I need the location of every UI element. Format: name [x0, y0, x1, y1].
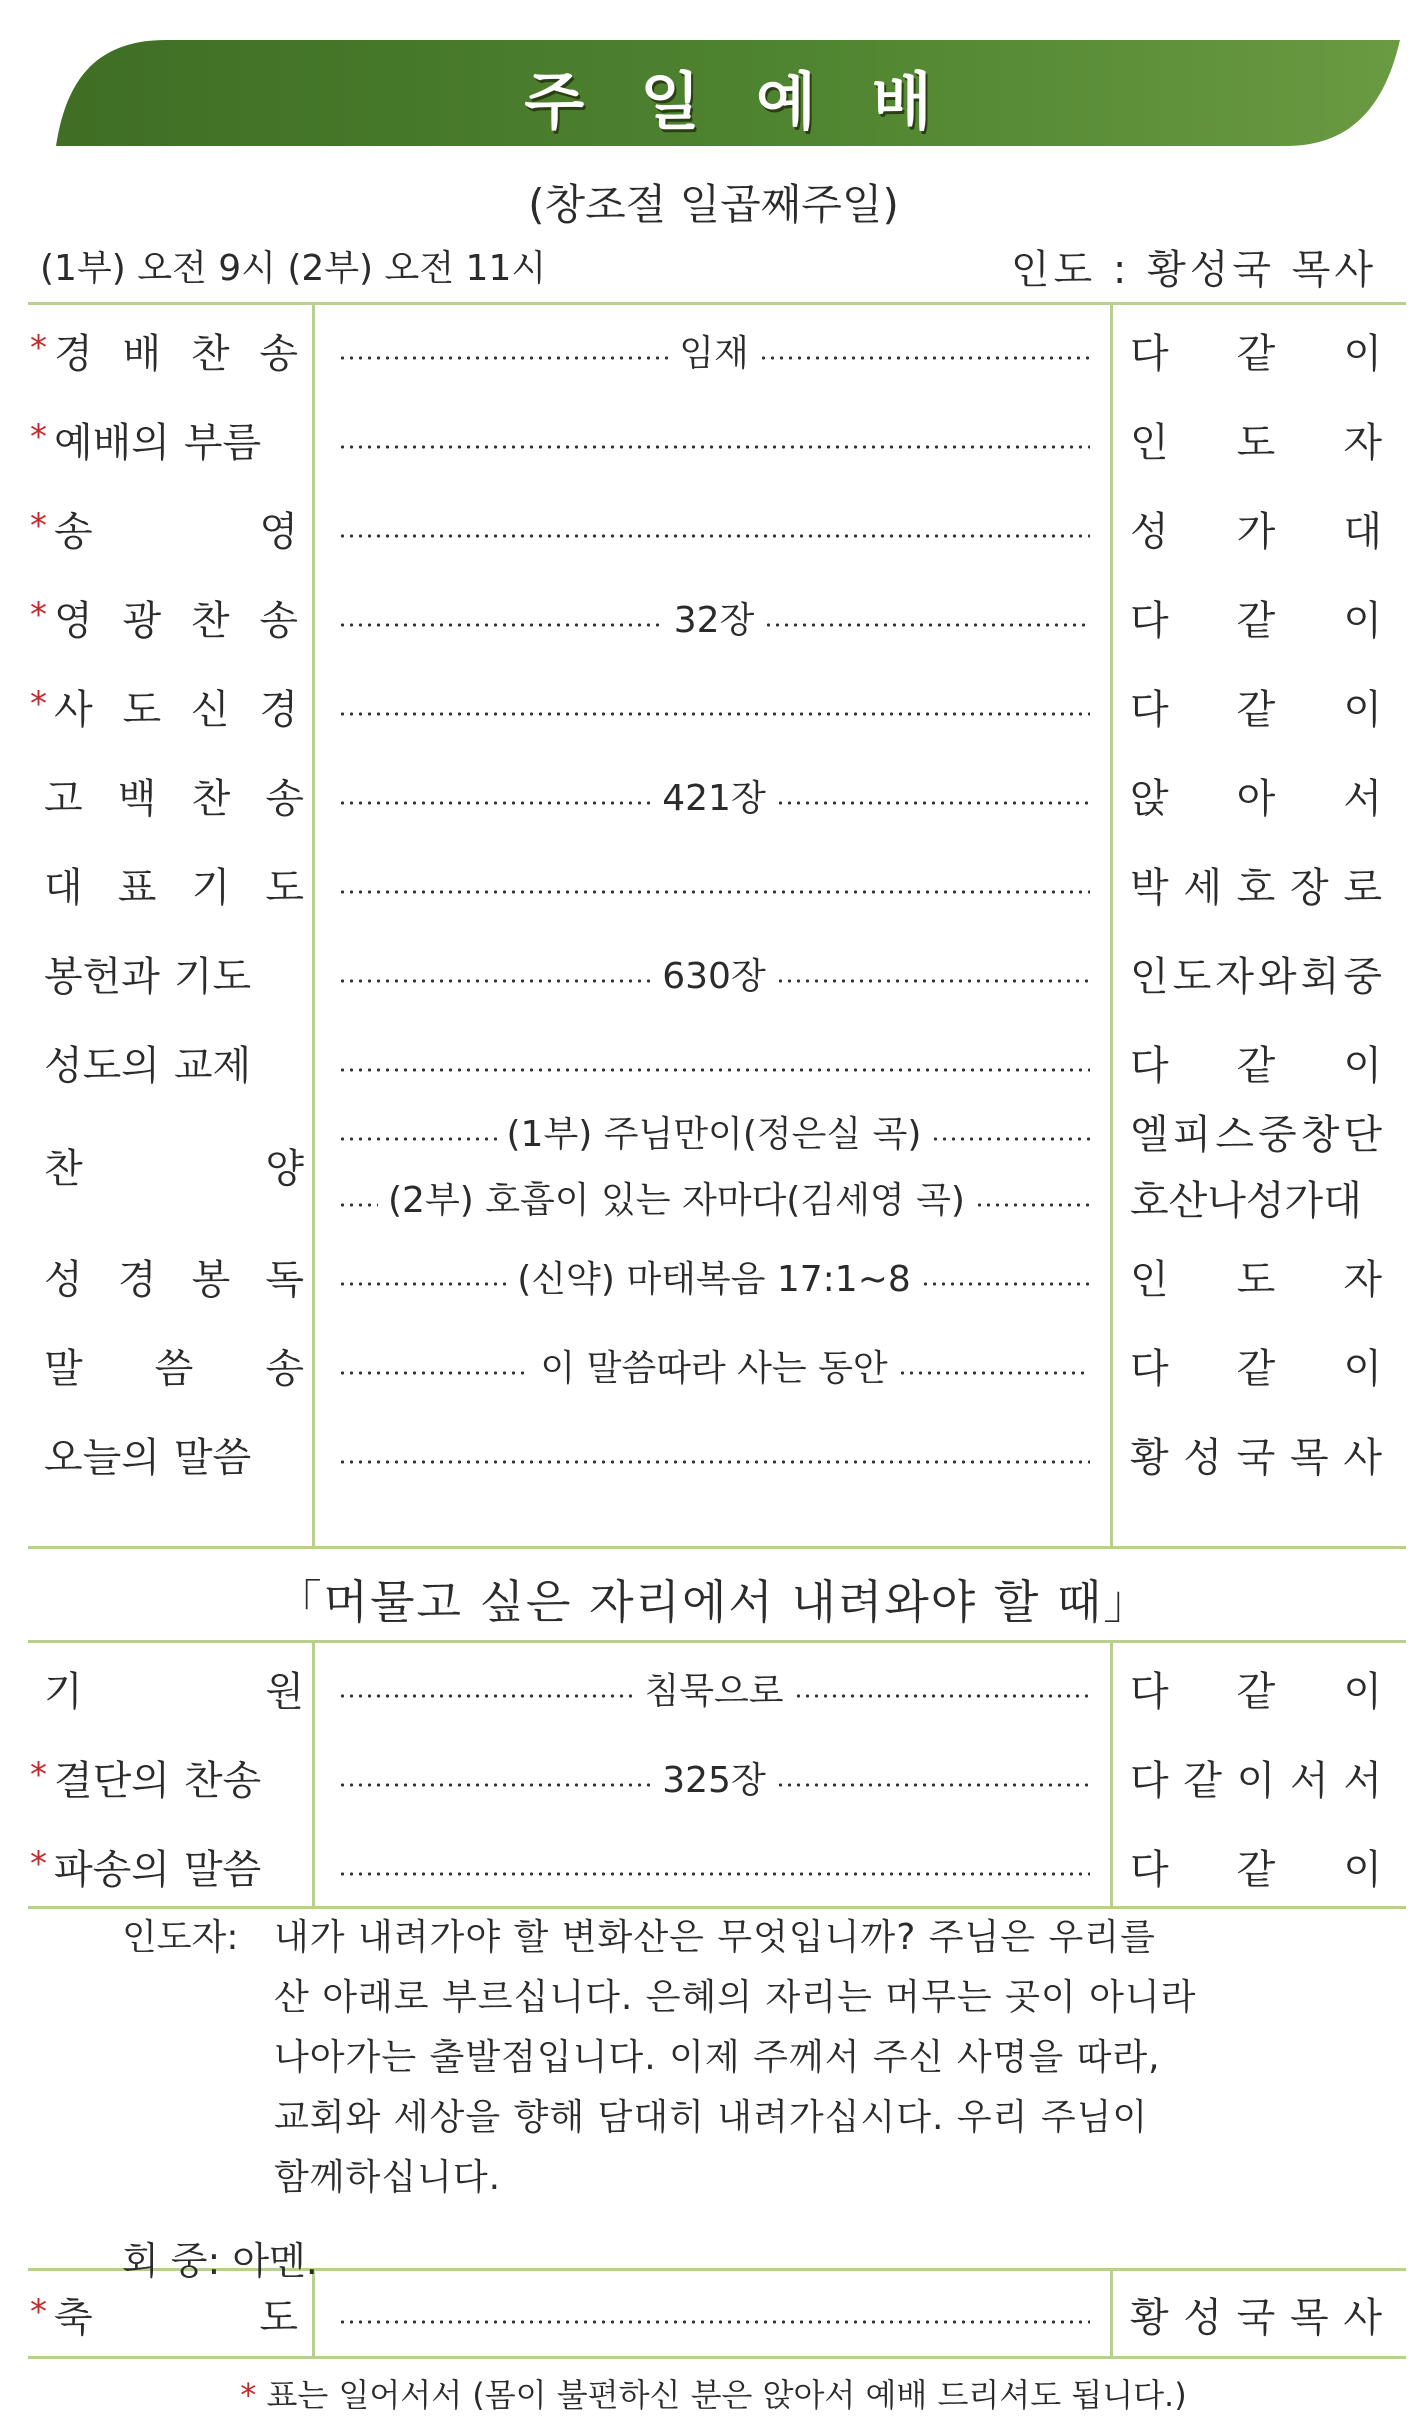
dot-leader — [338, 623, 664, 627]
order-item-performer — [1130, 1232, 1382, 1321]
label-part: 부름 — [183, 420, 262, 466]
label-part: 예배의 — [54, 420, 170, 466]
label-part: 성도의 — [44, 1043, 160, 1089]
label-char: 중 — [1343, 954, 1382, 1000]
label-char: 가 — [1236, 509, 1276, 555]
order-item-performer — [1130, 484, 1382, 573]
standing-star-icon: * — [30, 595, 47, 635]
label-char: 피 — [1172, 1112, 1212, 1158]
label-char: 인 — [1130, 954, 1169, 1000]
label-part: 말씀 — [173, 1435, 252, 1481]
prayer-line: 나아가는 출발점입니다. 이제 주께서 주신 사명을 따라, — [274, 2037, 1161, 2078]
label-char: 단 — [1343, 1112, 1382, 1158]
label-char: 서 — [1289, 1758, 1329, 1804]
standing-star-icon: * — [30, 2292, 47, 2332]
standing-star-icon: * — [30, 506, 47, 546]
dot-leader — [338, 1694, 634, 1698]
prayer-label: 인도자: — [122, 1917, 239, 1958]
label-char: 국 — [1236, 2295, 1276, 2341]
label-char: 다 — [1130, 331, 1169, 377]
leader-dots — [338, 1153, 1090, 1242]
label-char: 이 — [1343, 1043, 1382, 1089]
leader-dots — [338, 751, 1090, 840]
order-item-detail: 421장 — [662, 778, 766, 819]
order-item-name — [44, 929, 304, 1018]
label-char: 송 — [259, 331, 298, 377]
label-char: 같 — [1236, 598, 1276, 644]
label-char: 기 — [44, 1669, 83, 1715]
label-char: 이 — [1343, 331, 1382, 377]
order-item-performer — [1130, 1644, 1382, 1733]
label-char: 같 — [1183, 1758, 1222, 1804]
order-item-performer — [1130, 1410, 1382, 1499]
label-char: 엘 — [1130, 1112, 1169, 1158]
order-item-name — [54, 395, 298, 484]
label-char: 같 — [1236, 331, 1276, 377]
order-item-name — [44, 751, 304, 840]
label-char: 도 — [265, 865, 304, 911]
label-char: 성 — [1183, 1435, 1222, 1481]
order-item-detail: (2부) 호흡이 있는 자마다(김세영 곡) — [388, 1180, 965, 1221]
label-char: 황 — [1130, 2295, 1169, 2341]
order-item-detail: 32장 — [673, 600, 755, 641]
label-char: 표 — [117, 865, 157, 911]
label-char: 도 — [122, 687, 162, 733]
dot-leader — [764, 623, 1090, 627]
dot-leader — [776, 1783, 1090, 1787]
label-char: 영 — [54, 598, 93, 644]
order-item-name — [54, 484, 298, 573]
page-title: 주일예배 — [524, 65, 988, 138]
order-item-detail: 침묵으로 — [644, 1671, 784, 1712]
dot-leader — [794, 1694, 1090, 1698]
label-char: 경 — [259, 687, 298, 733]
label-char: 국 — [1236, 1435, 1276, 1481]
order-row — [0, 1733, 1427, 1822]
divider — [28, 1546, 1406, 1549]
label-char: 찬 — [191, 776, 231, 822]
order-row — [0, 840, 1427, 929]
label-part: 교제 — [173, 1043, 252, 1089]
dot-leader — [338, 356, 669, 360]
label-char: 이 — [1343, 1847, 1382, 1893]
divider — [28, 1640, 1406, 1643]
label-char: 같 — [1236, 1043, 1276, 1089]
order-row — [0, 662, 1427, 751]
label-char: 독 — [265, 1257, 304, 1303]
label-char: 다 — [1130, 1847, 1169, 1893]
dot-leader — [931, 1137, 1090, 1141]
label-char: 사 — [1343, 2295, 1382, 2341]
label-char: 대 — [1343, 509, 1382, 555]
order-item-performer — [1130, 1733, 1382, 1822]
leader-dots — [338, 395, 1090, 484]
label-char: 서 — [1343, 776, 1382, 822]
label-char: 같 — [1236, 1669, 1276, 1715]
leader-dots — [338, 1232, 1090, 1321]
subtitle: (창조절 일곱째주일) — [528, 180, 899, 229]
label-char: 찬 — [190, 598, 230, 644]
label-char: 경 — [54, 331, 93, 377]
dot-leader — [338, 1068, 1090, 1072]
label-char: 아 — [1236, 776, 1276, 822]
order-row — [0, 1644, 1427, 1733]
dot-leader — [776, 979, 1090, 983]
order-item-performer — [1130, 840, 1382, 929]
order-item-detail: (1부) 주님만이(정은실 곡) — [506, 1114, 922, 1155]
label-char: 대 — [44, 865, 83, 911]
label-part: 봉헌과 — [44, 954, 160, 1000]
order-item-performer — [1130, 751, 1382, 840]
order-item-performer — [1130, 573, 1382, 662]
standing-star-icon: * — [30, 328, 47, 368]
label-char: 백 — [117, 776, 157, 822]
dot-leader — [975, 1203, 1090, 1207]
label-char: 씀 — [154, 1346, 194, 1392]
leader-dots — [338, 573, 1090, 662]
label-char: 서 — [1343, 1758, 1382, 1804]
label-char: 송 — [265, 1346, 304, 1392]
standing-star-icon: * — [30, 1755, 47, 1795]
label-char: 다 — [1130, 1043, 1169, 1089]
order-item-detail: 325장 — [662, 1760, 766, 1801]
order-item-name — [44, 1232, 304, 1321]
order-row — [0, 751, 1427, 840]
dot-leader — [338, 1872, 1090, 1876]
label-char: 봉 — [191, 1257, 231, 1303]
order-row — [0, 1232, 1427, 1321]
label-char: 성 — [44, 1257, 83, 1303]
label-char: 같 — [1236, 687, 1276, 733]
order-row — [0, 306, 1427, 395]
standing-star-icon: * — [30, 1844, 47, 1884]
order-item-performer — [1130, 929, 1382, 1018]
label-char: 배 — [122, 331, 162, 377]
label-char: 황 — [1130, 1435, 1169, 1481]
label-char: 장 — [1289, 865, 1329, 911]
label-char: 인 — [1130, 1257, 1169, 1303]
label-part: 파송의 — [54, 1847, 170, 1893]
order-item-performer — [1130, 395, 1382, 484]
label-char: 인 — [1130, 420, 1169, 466]
order-item-detail: (신약) 마태복음 17:1~8 — [517, 1259, 911, 1300]
label-char: 와 — [1258, 954, 1297, 1000]
order-row — [0, 1410, 1427, 1499]
label-char: 사 — [1343, 1435, 1382, 1481]
label-char: 이 — [1343, 1346, 1382, 1392]
label-part: 기도 — [173, 954, 252, 1000]
order-row — [0, 1321, 1427, 1410]
label-char: 다 — [1130, 1346, 1169, 1392]
order-item-detail: 임재 — [679, 333, 749, 374]
leader-dots — [338, 1733, 1090, 1822]
footnote-text: 표는 일어서서 (몸이 불편하신 분은 앉아서 예배 드리셔도 됩니다.) — [266, 2376, 1187, 2414]
label-char: 성 — [1183, 2295, 1222, 2341]
label-char: 이 — [1343, 1669, 1382, 1715]
dot-leader — [921, 1282, 1090, 1286]
label-char: 박 — [1130, 865, 1169, 911]
label-char: 도 — [1172, 954, 1212, 1000]
dot-leader — [898, 1371, 1090, 1375]
prayer-line: 함께하십니다. — [274, 2157, 502, 2198]
label-char: 이 — [1236, 1758, 1276, 1804]
label-char: 광 — [122, 598, 162, 644]
order-item-detail: 이 말씀따라 사는 동안 — [540, 1348, 888, 1389]
order-item-performer — [1130, 662, 1382, 751]
label-char: 창 — [1300, 1112, 1340, 1158]
order-item-performer — [1130, 1321, 1382, 1410]
dot-leader — [338, 1371, 530, 1375]
prayer-line: 교회와 세상을 향해 담대히 내려가십시다. 우리 주님이 — [274, 2097, 1149, 2138]
leader-dots — [338, 1321, 1090, 1410]
label-char: 같 — [1236, 1847, 1276, 1893]
label-char: 송 — [259, 598, 298, 644]
label-char: 이 — [1343, 687, 1382, 733]
label-char: 성 — [1130, 509, 1169, 555]
leader-dots — [338, 662, 1090, 751]
order-item-performer — [1130, 306, 1382, 395]
label-char: 자 — [1343, 420, 1382, 466]
leader-dots — [338, 929, 1090, 1018]
leader-dots — [338, 1410, 1090, 1499]
label-char: 도 — [1236, 1257, 1276, 1303]
label-char: 호 — [1236, 865, 1276, 911]
leader-dots — [338, 1822, 1090, 1911]
label-part: 찬송 — [183, 1758, 262, 1804]
label-char: 스 — [1215, 1112, 1254, 1158]
leader: 인도 : 황성국 목사 — [1010, 247, 1377, 293]
order-row — [0, 1822, 1427, 1911]
order-row — [0, 573, 1427, 662]
dot-leader — [759, 356, 1090, 360]
order-item-name — [44, 840, 304, 929]
order-item-performer — [1130, 1822, 1382, 1911]
order-item-name — [54, 573, 298, 662]
label-char: 송 — [265, 776, 304, 822]
label-char: 다 — [1130, 687, 1169, 733]
label-char: 양 — [265, 1146, 304, 1192]
dot-leader — [776, 801, 1090, 805]
label-char: 앉 — [1130, 776, 1169, 822]
standing-star-icon: * — [30, 417, 47, 457]
label-char: 찬 — [44, 1146, 83, 1192]
label-char: 이 — [1343, 598, 1382, 644]
dot-leader — [338, 979, 652, 983]
footnote — [0, 2370, 1427, 2416]
label-char: 세 — [1183, 865, 1222, 911]
sermon-title: 「머물고 싶은 자리에서 내려와야 할 때」 — [275, 1575, 1152, 1629]
label-part: 오늘의 — [44, 1435, 160, 1481]
label-char: 말 — [44, 1346, 83, 1392]
order-item-name — [54, 662, 298, 751]
label-char: 영 — [259, 509, 298, 555]
dot-leader — [338, 1460, 1090, 1464]
order-item-name — [44, 1321, 304, 1410]
leader-dots — [338, 484, 1090, 573]
dot-leader — [338, 712, 1090, 716]
dot-leader — [338, 801, 652, 805]
label-char: 목 — [1289, 1435, 1329, 1481]
dot-leader — [338, 445, 1090, 449]
label-char: 다 — [1130, 1669, 1169, 1715]
order-row — [0, 1153, 1427, 1242]
dot-leader — [338, 2320, 1090, 2324]
dot-leader — [338, 534, 1090, 538]
star-mark-icon: * — [240, 2376, 257, 2414]
dot-leader — [338, 1203, 378, 1207]
order-item-name — [54, 1733, 298, 1822]
label-char: 회 — [1300, 954, 1340, 1000]
label-char: 도 — [1236, 420, 1276, 466]
label-part: 말씀 — [183, 1847, 262, 1893]
label-char: 자 — [1343, 1257, 1382, 1303]
label-char: 원 — [265, 1669, 304, 1715]
label-char: 중 — [1258, 1112, 1297, 1158]
label-char: 사 — [54, 687, 93, 733]
leader-dots — [338, 1644, 1090, 1733]
order-row — [0, 484, 1427, 573]
order-item-name — [44, 1644, 304, 1733]
label-part: 결단의 — [54, 1758, 170, 1804]
dot-leader — [338, 1282, 507, 1286]
leader-dots — [338, 2270, 1090, 2359]
standing-star-icon: * — [30, 684, 47, 724]
order-row — [0, 929, 1427, 1018]
leader-dots — [338, 306, 1090, 395]
order-item-name — [44, 1410, 304, 1499]
order-item-name — [54, 1822, 298, 1911]
dot-leader — [338, 1137, 497, 1141]
label-char: 송 — [54, 509, 93, 555]
order-row — [0, 395, 1427, 484]
label-char: 로 — [1343, 865, 1382, 911]
label-char: 경 — [117, 1257, 157, 1303]
divider — [28, 302, 1406, 305]
order-item-detail: 630장 — [662, 956, 766, 997]
label-char: 찬 — [190, 331, 230, 377]
leader-dots — [338, 840, 1090, 929]
prayer-line: 내가 내려가야 할 변화산은 무엇입니까? 주님은 우리를 — [274, 1917, 1156, 1958]
order-item-name — [54, 306, 298, 395]
title-banner — [56, 40, 1400, 146]
service-times: (1부) 오전 9시 (2부) 오전 11시 — [40, 248, 547, 289]
label-char: 신 — [190, 687, 230, 733]
label-char: 다 — [1130, 1758, 1169, 1804]
label-char: 기 — [191, 865, 231, 911]
label-char: 같 — [1236, 1346, 1276, 1392]
dot-leader — [338, 1783, 652, 1787]
label-char: 자 — [1215, 954, 1254, 1000]
label-char: 목 — [1289, 2295, 1329, 2341]
label-char: 도 — [259, 2295, 298, 2341]
dot-leader — [338, 890, 1090, 894]
prayer-line: 산 아래로 부르십니다. 은혜의 자리는 머무는 곳이 아니라 — [274, 1977, 1197, 2018]
label-char: 고 — [44, 776, 83, 822]
order-item-performer — [1130, 2270, 1382, 2359]
label-char: 축 — [54, 2295, 93, 2341]
congregation-response: 회 중: 아멘. — [122, 2239, 318, 2283]
order-item-performer: 호산나성가대 — [1130, 1178, 1362, 1224]
label-char: 다 — [1130, 598, 1169, 644]
